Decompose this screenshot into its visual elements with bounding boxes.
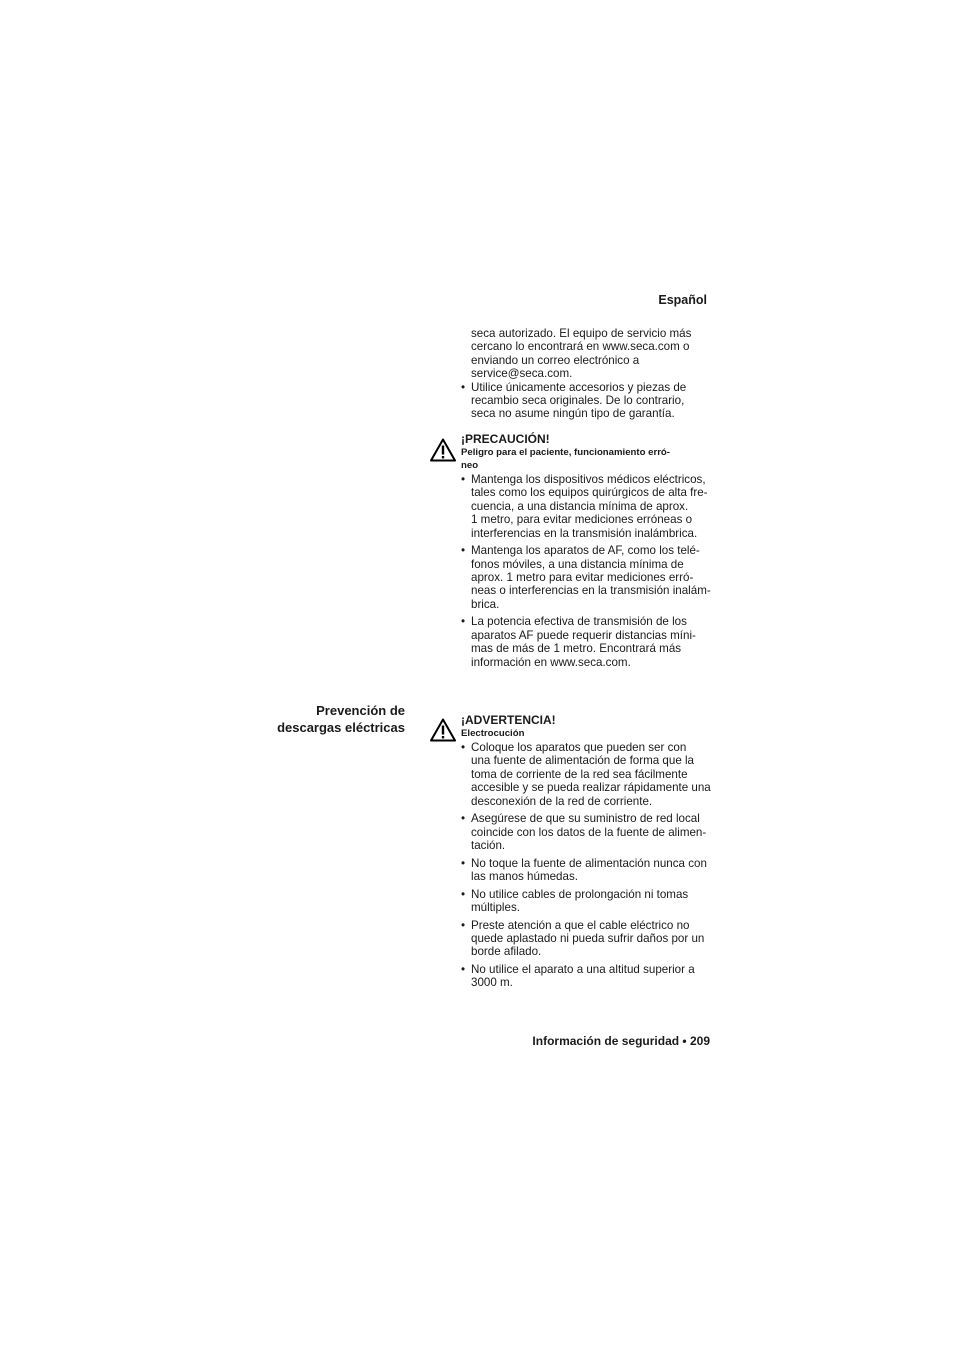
list-item-line: múltiples. — [471, 901, 520, 915]
list-item — [461, 919, 713, 959]
list-item-line: interferencias en la transmisión inalámbrica. — [471, 526, 698, 540]
list-item-line: mas de más de 1 metro. Encontrará más — [471, 642, 682, 656]
list-item-line: desconexión de la red de corriente. — [471, 794, 653, 808]
section-heading — [240, 702, 405, 736]
list-item-line: • Coloque los aparatos que pueden ser con — [471, 741, 687, 754]
list-item-line: seca no asume ningún tipo de garantía. — [471, 407, 675, 421]
warning-triangle-icon — [430, 438, 456, 462]
caution-title: ¡PRECAUCIÓN! — [461, 432, 550, 446]
intro-block — [461, 327, 713, 421]
list-item-line: neas o interferencias en la transmisión inalám- — [471, 584, 711, 598]
list-item-line: • Asegúrese de que su suministro de red local — [471, 812, 700, 826]
list-item-line: borde afilado. — [471, 945, 542, 959]
list-item-line: • No utilice cables de prolongación ni tomas — [471, 887, 689, 901]
list-item-line: cuencia, a una distancia mínima de aprox. — [471, 499, 689, 513]
list-item-line: aprox. 1 metro para evitar mediciones erró- — [471, 571, 694, 585]
list-item — [461, 381, 713, 421]
list-item-line: • Preste atención a que el cable eléctrico no — [471, 918, 690, 932]
list-item — [461, 812, 713, 852]
list-item-line: aparatos AF puede requerir distancias míni- — [471, 628, 696, 642]
list-item-line: • Mantenga los dispositivos médicos eléctricos, — [471, 473, 706, 486]
warning-triangle-icon — [430, 718, 456, 742]
list-item-line: toma de corriente de la red sea fácilmente — [471, 767, 688, 781]
list-item-line: tación. — [471, 839, 506, 853]
list-item — [461, 741, 713, 808]
list-item-line: brica. — [471, 597, 500, 611]
heading-line: Prevención de — [316, 703, 405, 718]
list-item — [461, 888, 713, 915]
list-item-line: • Utilice únicamente accesorios y piezas de — [471, 380, 687, 394]
list-item-line: • La potencia efectiva de transmisión de los — [471, 615, 687, 629]
list-item-line: fonos móviles, a una distancia mínima de — [471, 557, 684, 571]
list-item-line: • No toque la fuente de alimentación nunca con — [471, 856, 707, 870]
page-footer: Información de seguridad • 209 — [532, 1034, 710, 1048]
list-item-line: las manos húmedas. — [471, 870, 578, 884]
list-item-line: información en www.seca.com. — [471, 655, 631, 669]
heading-line: descargas eléctricas — [277, 720, 405, 735]
subtitle-line: neo — [461, 460, 479, 471]
caution-subtitle — [461, 446, 713, 472]
caution-block — [461, 432, 713, 669]
list-item — [461, 544, 713, 611]
text-line: seca autorizado. El equipo de servicio más — [471, 327, 692, 340]
list-item-line: • Mantenga los aparatos de AF, como los telé- — [471, 544, 700, 558]
intro-continuation — [461, 327, 713, 381]
language-label: Español — [658, 293, 707, 307]
subtitle-line: Electrocución — [461, 728, 525, 739]
list-item-line: quede aplastado ni pueda sufrir daños por un — [471, 932, 705, 946]
list-item — [461, 473, 713, 540]
list-item-line: 3000 m. — [471, 976, 513, 990]
text-line: cercano lo encontrará en www.seca.com o — [471, 340, 690, 354]
warning-title: ¡ADVERTENCIA! — [461, 713, 556, 727]
text-line: enviando un correo electrónico a — [471, 353, 640, 367]
text-line: service@seca.com. — [471, 367, 573, 381]
list-item-line: recambio seca originales. De lo contrario, — [471, 394, 685, 408]
list-item-line: una fuente de alimentación de forma que la — [471, 754, 695, 768]
list-item — [461, 857, 713, 884]
warning-subtitle — [461, 727, 713, 740]
list-item-line: coincide con los datos de la fuente de alimen- — [471, 825, 707, 839]
warning-block — [461, 713, 713, 990]
list-item — [461, 963, 713, 990]
list-item-line: • No utilice el aparato a una altitud superior a — [471, 963, 695, 977]
list-item — [461, 615, 713, 669]
subtitle-line: Peligro para el paciente, funcionamiento erró- — [461, 447, 670, 458]
list-item-line: tales como los equipos quirúrgicos de alta fre- — [471, 486, 708, 500]
list-item-line: accesible y se pueda realizar rápidamente una — [471, 781, 711, 795]
list-item-line: 1 metro, para evitar mediciones erróneas o — [471, 513, 693, 527]
